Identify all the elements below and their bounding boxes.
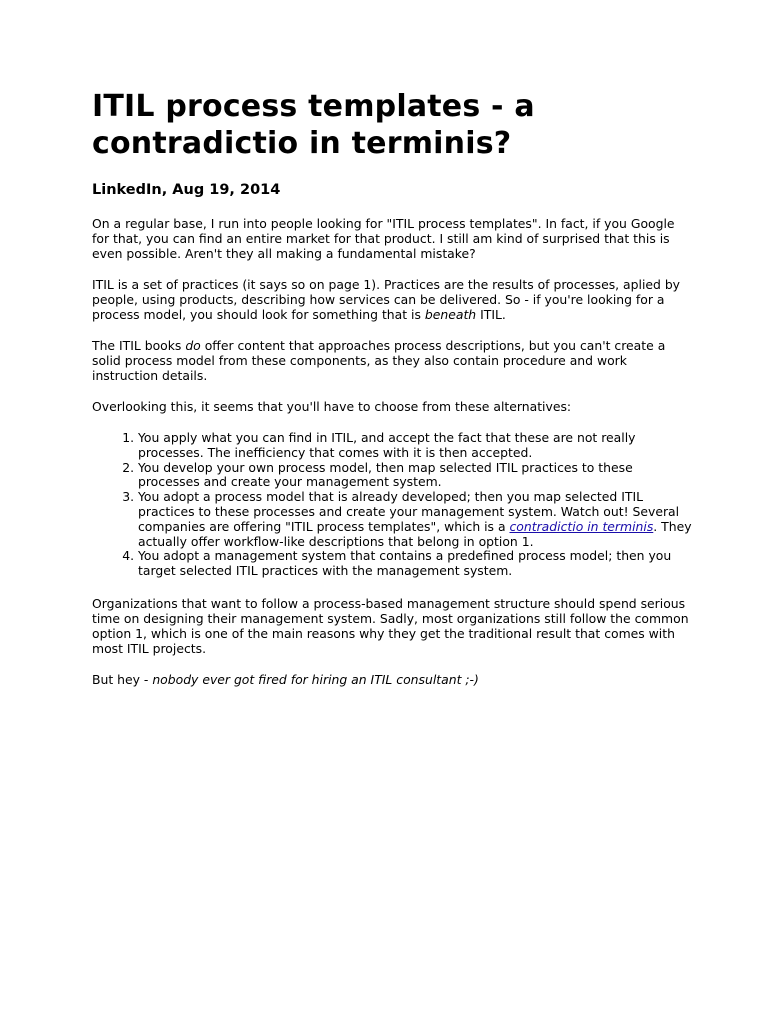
article-title: ITIL process templates - a contradictio in terminis? <box>92 89 535 161</box>
paragraph-text: ITIL. <box>476 307 506 322</box>
list-item <box>138 490 692 549</box>
contradictio-in-terminis-link[interactable]: contradictio in terminis <box>509 518 654 534</box>
list-item-text: . They actually offer workflow-like descriptions that belong in option 1. <box>138 518 692 549</box>
list-item: 4. You adopt a management system that contains a predefined process model; then you target selected ITIL practices with the management system. <box>138 549 692 579</box>
paragraph-text: offer content that approaches process descriptions, but you can't create a solid process model from these components, as they also contain procedure and work instruction details. <box>92 338 666 383</box>
paragraph-organizations: Organizations that want to follow a process-based management structure should spend serious time on designing their management system. Sadly, most organizations still follow the common option 1, which is one of the main reasons why they get the traditional result that comes with most ITIL projects. <box>92 595 689 656</box>
emphasis-beneath: beneath <box>424 307 477 322</box>
list-item-text: You adopt a process model that is already developed; then you map selected ITIL practices to these processes and create your management system. Watch out! Several companies are offering "ITIL process templates", which is a <box>138 489 680 534</box>
list-item: 2. You develop your own process model, then map selected ITIL practices to these processes and create your management system. <box>138 461 692 491</box>
alternatives-list <box>92 431 692 579</box>
paragraph-itil-books <box>92 338 692 383</box>
paragraph-intro: On a regular base, I run into people looking for "ITIL process templates". In fact, if you Google for that, you can find an entire market for that product. I still am kind of surprised that this is even possible. Aren't they all making a fundamental mistake? <box>92 216 675 261</box>
paragraph-text: But hey - <box>92 671 153 687</box>
paragraph-closing <box>92 672 692 687</box>
emphasis-closing: nobody ever got fired for hiring an ITIL consultant ;-) <box>152 671 479 687</box>
paragraph-text: ITIL is a set of practices (it says so on page 1). Practices are the results of processes, aplied by people, using products, describing how services can be delivered. So - if you're looking for a process model, you should look for something that is <box>92 277 681 322</box>
article-byline: LinkedIn, Aug 19, 2014 <box>92 182 281 198</box>
paragraph-alternatives-intro: Overlooking this, it seems that you'll have to choose from these alternatives: <box>92 399 572 414</box>
article <box>92 88 692 687</box>
paragraph-itil-practices <box>92 277 692 322</box>
paragraph-text: The ITIL books <box>92 338 186 353</box>
list-item: 1. You apply what you can find in ITIL, and accept the fact that these are not really processes. The inefficiency that comes with it is then accepted. <box>138 431 692 461</box>
emphasis-do: do <box>185 338 201 353</box>
